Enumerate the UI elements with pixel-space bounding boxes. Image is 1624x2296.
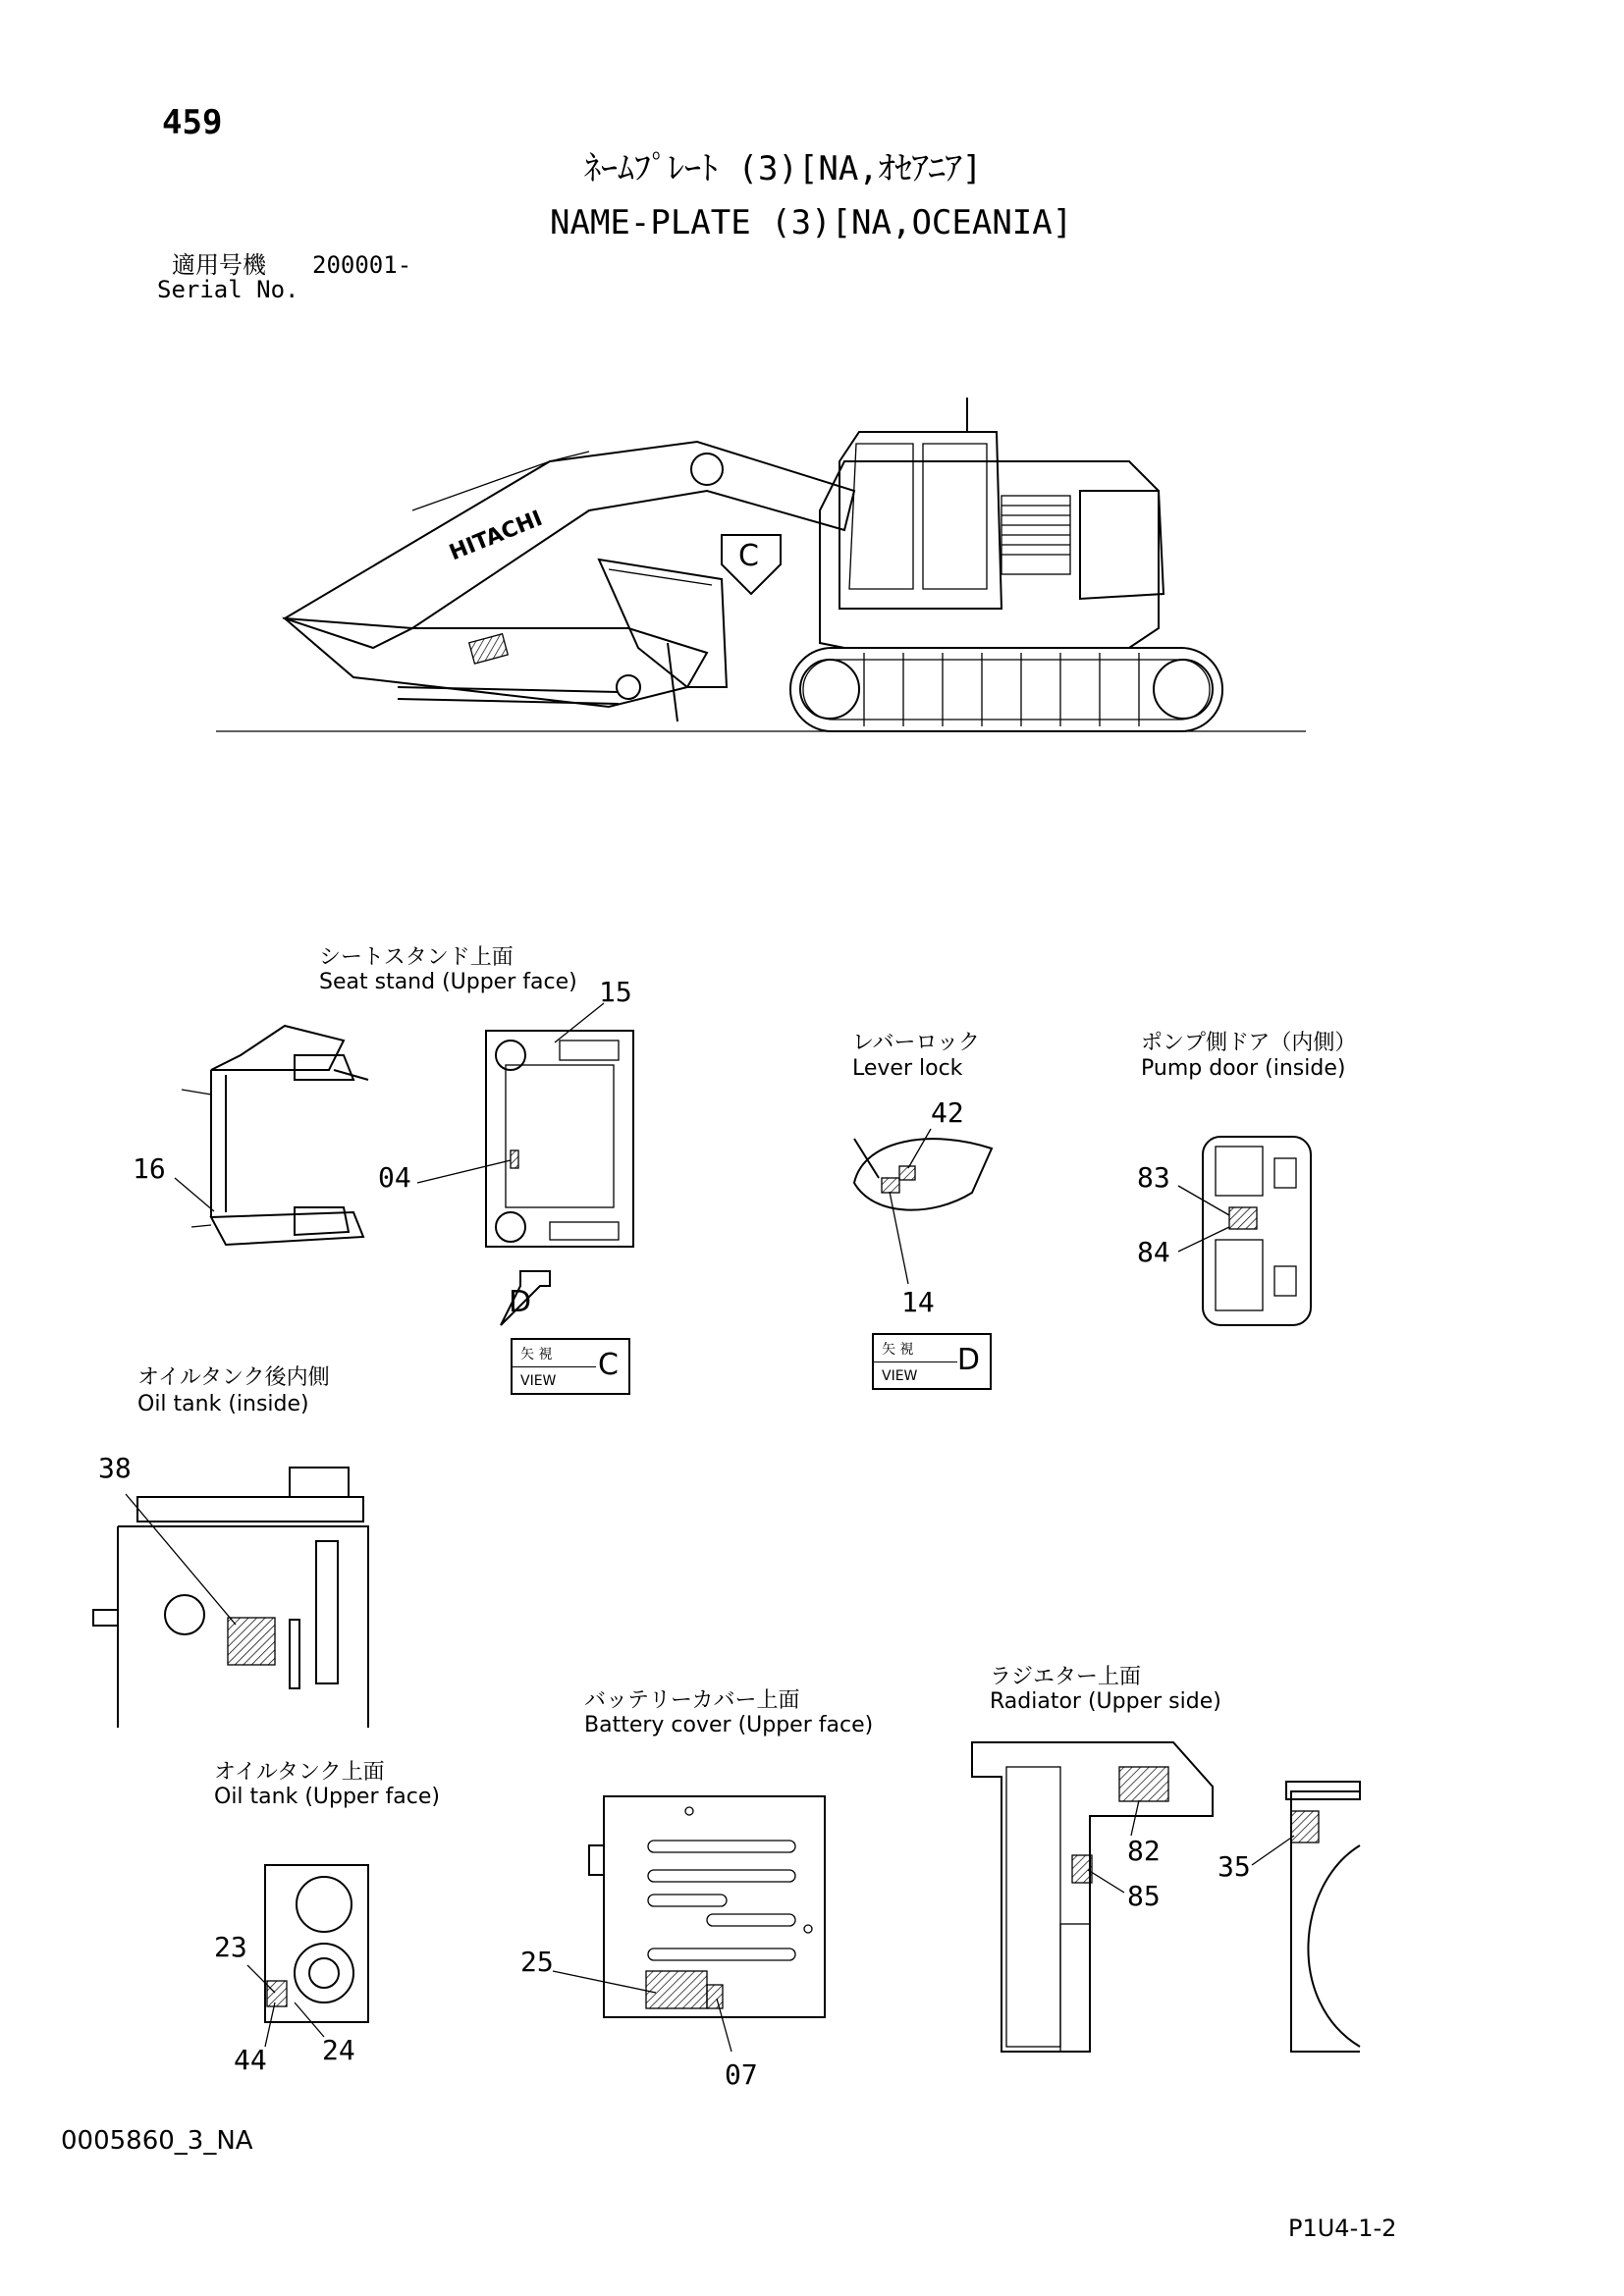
callout-07: 07	[725, 2058, 758, 2091]
pump-door-label-english: Pump door (inside)	[1141, 1056, 1346, 1081]
view-box-d-english: VIEW	[882, 1368, 918, 1384]
callout-44: 44	[234, 2044, 267, 2076]
callout-24: 24	[322, 2034, 355, 2066]
battery-cover-drawing	[589, 1796, 825, 2017]
lever-lock-label-japanese: レバーロック	[852, 1031, 981, 1055]
callout-15: 15	[599, 976, 632, 1008]
radiator-label-japanese: ラジエター上面	[990, 1665, 1142, 1689]
battery-cover-label-japanese: バッテリーカバー上面	[584, 1688, 800, 1713]
view-marker-d: D	[509, 1285, 532, 1319]
view-box-c	[511, 1338, 630, 1395]
lever-lock-label-english: Lever lock	[852, 1056, 963, 1081]
page-number: 459	[162, 103, 223, 142]
oil-tank-upper-drawing	[265, 1865, 368, 2022]
oil-tank-upper-label-japanese: オイルタンク上面	[214, 1760, 385, 1785]
view-marker-c: C	[738, 539, 759, 573]
pump-door-label-japanese: ポンプ側ドア（内側）	[1141, 1031, 1357, 1055]
document-id: 0005860_3_NA	[61, 2126, 253, 2156]
callout-04: 04	[378, 1161, 411, 1194]
callout-42: 42	[931, 1096, 964, 1129]
seat-stand-label-japanese: シートスタンド上面	[319, 945, 514, 970]
callout-83: 83	[1137, 1161, 1170, 1194]
callout-23: 23	[214, 1931, 247, 1963]
seat-stand-top-drawing	[486, 1031, 633, 1325]
radiator-label-english: Radiator (Upper side)	[990, 1689, 1221, 1714]
callout-38: 38	[98, 1452, 132, 1484]
view-box-d	[872, 1333, 992, 1390]
serial-value: 200001-	[312, 251, 412, 279]
serial-label-japanese: 適用号機	[172, 251, 266, 279]
title-english: NAME-PLATE (3)[NA,OCEANIA]	[550, 203, 1073, 242]
pump-door-drawing	[1203, 1137, 1311, 1325]
callout-82: 82	[1127, 1835, 1161, 1867]
seat-stand-side-drawing	[182, 1026, 368, 1245]
callout-85: 85	[1127, 1880, 1161, 1912]
callout-84: 84	[1137, 1236, 1170, 1268]
oil-tank-inside-label-english: Oil tank (inside)	[137, 1392, 309, 1416]
view-box-d-letter: D	[956, 1343, 980, 1377]
radiator-drawing	[972, 1742, 1360, 2052]
serial-label-english: Serial No.	[157, 276, 299, 303]
view-box-d-japanese: 矢 視	[882, 1342, 914, 1358]
excavator-drawing	[216, 398, 1306, 731]
title-japanese: ﾈｰﾑﾌﾟﾚｰﾄ (3)[NA,ｵｾｱﾆｱ]	[584, 149, 983, 188]
oil-tank-inside-label-japanese: オイルタンク後内側	[137, 1365, 330, 1390]
view-box-c-letter: C	[598, 1348, 619, 1382]
page-reference: P1U4-1-2	[1288, 2215, 1397, 2242]
callout-14: 14	[901, 1286, 935, 1318]
lever-lock-drawing	[854, 1139, 992, 1210]
view-box-c-english: VIEW	[520, 1373, 557, 1389]
view-box-c-japanese: 矢 視	[520, 1347, 553, 1362]
callout-35: 35	[1218, 1850, 1251, 1883]
oil-tank-inside-drawing	[93, 1468, 368, 1728]
battery-cover-label-english: Battery cover (Upper face)	[584, 1713, 874, 1737]
oil-tank-upper-label-english: Oil tank (Upper face)	[214, 1785, 440, 1809]
callout-16: 16	[133, 1152, 166, 1185]
callout-25: 25	[520, 1946, 554, 1978]
seat-stand-label-english: Seat stand (Upper face)	[319, 970, 577, 994]
machine-brand-text: HITACHI	[446, 506, 547, 566]
